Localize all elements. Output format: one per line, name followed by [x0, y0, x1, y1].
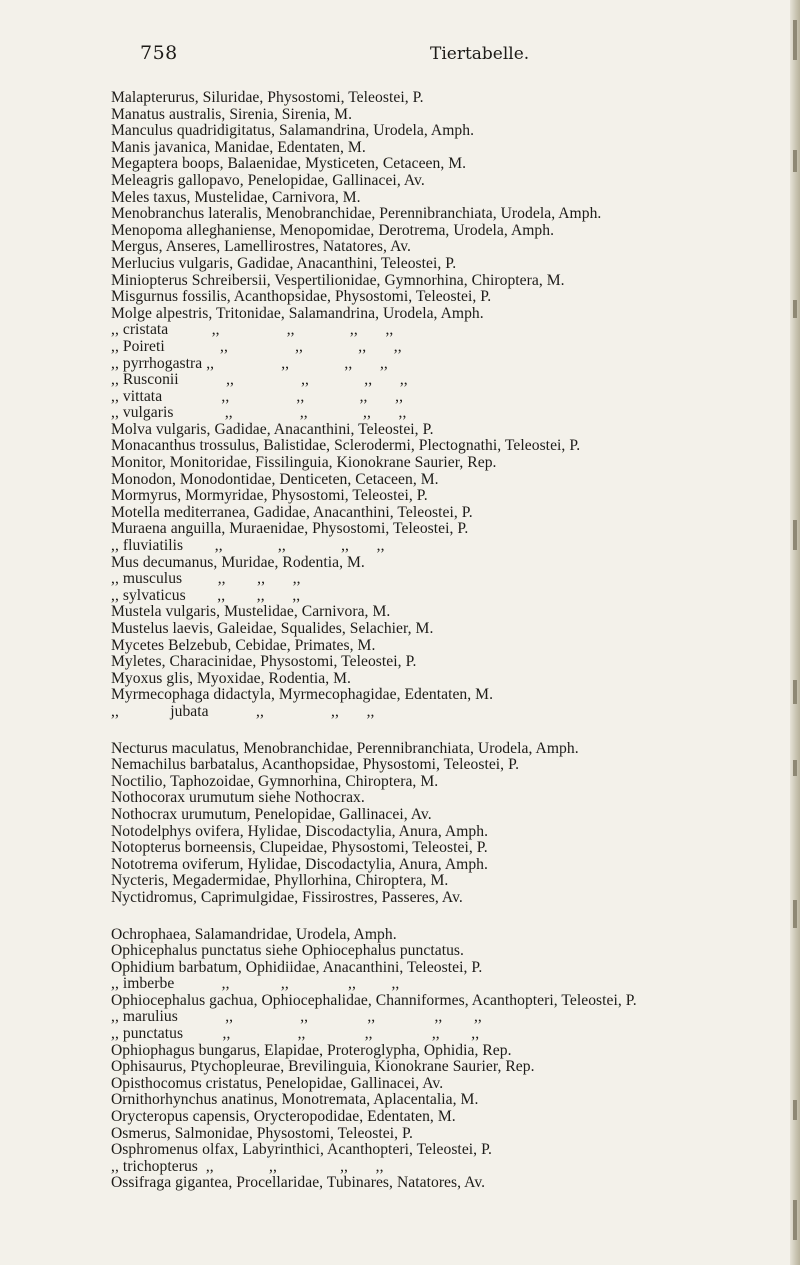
- classification: Ophidiidae, Anacanthini, Teleostei, P.: [241, 958, 483, 976]
- table-row: [111, 890, 796, 907]
- species-name: Molge alpestris,: [111, 304, 213, 322]
- animal-table-entries: [111, 90, 796, 1192]
- classification: ,, ,, ,, ,,: [174, 975, 400, 993]
- table-row: [111, 621, 796, 638]
- table-row: [111, 857, 796, 874]
- table-row: [111, 455, 796, 472]
- species-name: Monitor,: [111, 454, 166, 472]
- species-name: Notodelphys ovifera,: [111, 822, 244, 840]
- edge-mark: [793, 300, 797, 318]
- classification: Hylidae, Discodactylia, Anura, Amph.: [243, 822, 489, 840]
- species-name: Miniopterus Schreibersii,: [111, 271, 271, 289]
- classification: Tritonidae, Salamandrina, Urodela, Amph.: [212, 304, 484, 322]
- classification: Mormyridae, Physostomi, Teleostei, P.: [181, 487, 428, 505]
- classification: Penelopidae, Gallinacei, Av.: [262, 1074, 444, 1092]
- classification: Procellaridae, Tubinares, Natatores, Av.: [232, 1174, 486, 1192]
- table-row: [111, 107, 796, 124]
- table-row: [111, 356, 796, 373]
- classification: Elapidae, Proteroglypha, Ophidia, Rep.: [260, 1041, 512, 1059]
- edge-mark: [793, 760, 797, 776]
- table-row: [111, 588, 796, 605]
- species-name: Merlucius vulgaris,: [111, 254, 234, 272]
- classification: Myrmecophagidae, Edentaten, M.: [274, 686, 494, 704]
- species-name: ,, imberbe: [111, 975, 175, 993]
- species-name: Noctilio,: [111, 772, 167, 790]
- classification: Menobranchidae, Perennibranchiata, Urodela, Amph.: [239, 739, 579, 757]
- species-name: ,, musculus: [111, 570, 183, 588]
- table-row: [111, 741, 796, 758]
- table-row: [111, 1159, 796, 1176]
- species-name: Myoxus glis,: [111, 669, 194, 687]
- classification: ,, ,, ,,: [185, 586, 301, 604]
- classification: Galeidae, Squalides, Selachier, M.: [213, 620, 434, 637]
- species-name: Misgurnus fossilis,: [111, 288, 231, 306]
- species-name: Mustelus laevis,: [111, 620, 214, 637]
- species-name: Mormyrus,: [111, 487, 182, 505]
- table-row: [111, 405, 796, 422]
- table-row: [111, 604, 796, 621]
- species-name: Megaptera boops,: [111, 155, 224, 173]
- species-name: ,, punctatus: [111, 1025, 184, 1043]
- species-name: Ophiocephalus gachua,: [111, 991, 258, 1009]
- table-row: [111, 790, 796, 807]
- table-row: [111, 438, 796, 455]
- species-name: Ophiophagus bungarus,: [111, 1041, 261, 1059]
- species-name: Malapterurus,: [111, 89, 199, 106]
- running-title: Tiertabelle.: [430, 44, 530, 64]
- table-row: [111, 173, 796, 190]
- classification: Gadidae, Anacanthini, Teleostei, P.: [210, 420, 434, 438]
- classification: ,, ,, ,,: [208, 702, 375, 720]
- species-name: Monodon,: [111, 470, 176, 488]
- table-row: [111, 472, 796, 489]
- classification: Caprimulgidae, Fissirostres, Passeres, Av.: [196, 888, 463, 906]
- classification: Monitoridae, Fissilinguia, Kionokrane Saurier, Rep.: [165, 454, 497, 472]
- table-row: [111, 123, 796, 140]
- species-name: ,, sylvaticus: [111, 586, 186, 604]
- classification: Megadermidae, Phyllorhina, Chiroptera, M.: [168, 872, 449, 890]
- species-name: ,, trichopterus: [111, 1157, 198, 1175]
- classification: Ptychopleurae, Brevilinguia, Kionokrane Saurier, Rep.: [186, 1058, 535, 1076]
- species-name: Meles taxus,: [111, 188, 191, 206]
- table-row: [111, 289, 796, 306]
- page-edge: [790, 0, 800, 1265]
- species-name: Ornithorhynchus anatinus,: [111, 1091, 278, 1109]
- classification: Taphozoidae, Gymnorhina, Chiroptera, M.: [166, 772, 439, 790]
- table-row: [111, 339, 796, 356]
- table-row: [111, 156, 796, 173]
- classification: ,, ,, ,, ,, ,,: [177, 1008, 482, 1026]
- page-number: 758: [140, 42, 178, 64]
- edge-mark: [793, 1100, 797, 1120]
- species-name: ,, vittata: [111, 387, 163, 405]
- table-row: [111, 1142, 796, 1159]
- species-name: ,, Rusconii: [111, 371, 179, 389]
- table-row: [111, 1092, 796, 1109]
- table-row: [111, 927, 796, 944]
- species-name: Ophisaurus,: [111, 1058, 187, 1076]
- species-name: ,, cristata: [111, 321, 169, 339]
- table-row: [111, 372, 796, 389]
- table-row: [111, 571, 796, 588]
- species-name: Myletes,: [111, 653, 166, 671]
- classification: Mustelidae, Carnivora, M.: [220, 603, 391, 621]
- entry-group: [111, 741, 796, 907]
- classification: Salmonidae, Physostomi, Teleostei, P.: [170, 1124, 413, 1142]
- species-name: Mergus,: [111, 238, 163, 256]
- table-row: [111, 306, 796, 323]
- species-name: Manis javanica,: [111, 138, 211, 156]
- species-name: Muraena anguilla,: [111, 520, 226, 538]
- classification: Orycteropodidae, Edentaten, M.: [249, 1108, 456, 1126]
- species-name: Mus decumanus,: [111, 553, 218, 571]
- table-row: [111, 1076, 796, 1093]
- classification: Salamandridae, Urodela, Amph.: [190, 925, 397, 943]
- species-name: Menopoma alleghaniense,: [111, 221, 276, 239]
- table-row: [111, 807, 796, 824]
- species-name: Osmerus,: [111, 1124, 171, 1142]
- classification: siehe Nothocrax.: [254, 789, 365, 807]
- species-name: Nothocorax urumutum: [111, 789, 255, 807]
- species-name: Molva vulgaris,: [111, 420, 211, 438]
- table-row: [111, 190, 796, 207]
- classification: ,, ,, ,, ,,: [178, 371, 408, 389]
- classification: siehe Ophiocephalus punctatus.: [261, 942, 465, 960]
- classification: Monodontidae, Denticeten, Cetaceen, M.: [175, 470, 439, 488]
- species-name: Opisthocomus cristatus,: [111, 1074, 263, 1092]
- species-name: ,, Poireti: [111, 337, 165, 355]
- classification: ,, ,, ,, ,,: [173, 404, 407, 422]
- table-row: [111, 223, 796, 240]
- species-name: Notopterus borneensis,: [111, 839, 256, 857]
- table-row: [111, 505, 796, 522]
- table-row: [111, 687, 796, 704]
- edge-mark: [793, 680, 797, 704]
- classification: Myoxidae, Rodentia, M.: [193, 669, 351, 687]
- table-row: [111, 774, 796, 791]
- entry-group: [111, 927, 796, 1193]
- table-row: [111, 1043, 796, 1060]
- species-name: Menobranchus lateralis,: [111, 205, 262, 223]
- classification: Gadidae, Anacanthini, Teleostei, P.: [249, 503, 473, 521]
- species-name: Necturus maculatus,: [111, 739, 240, 757]
- classification: Ophiocephalidae, Channiformes, Acanthopteri, Teleostei, P.: [257, 991, 637, 1009]
- classification: Characinidae, Physostomi, Teleostei, P.: [165, 653, 417, 671]
- table-row: [111, 824, 796, 841]
- page-edge-marks: [793, 0, 797, 1265]
- classification: ,, ,, ,, ,,: [202, 354, 388, 372]
- table-row: [111, 976, 796, 993]
- table-row: [111, 239, 796, 256]
- table-row: [111, 273, 796, 290]
- species-name: Nyctidromus,: [111, 888, 197, 906]
- classification: Sirenia, Sirenia, M.: [225, 105, 353, 123]
- classification: Acanthopsidae, Physostomi, Teleostei, P.: [230, 288, 492, 306]
- table-row: [111, 322, 796, 339]
- classification: Balistidae, Sclerodermi, Plectognathi, Teleostei, P.: [259, 437, 581, 455]
- classification: Muridae, Rodentia, M.: [217, 553, 365, 571]
- classification: Mustelidae, Carnivora, M.: [190, 188, 361, 206]
- classification: Labyrinthici, Acanthopteri, Teleostei, P.: [238, 1141, 493, 1159]
- table-row: [111, 1126, 796, 1143]
- table-row: [111, 1026, 796, 1043]
- table-row: [111, 206, 796, 223]
- table-row: [111, 704, 796, 721]
- table-row: [111, 521, 796, 538]
- classification: ,, ,, ,,: [182, 570, 301, 588]
- species-name: Nototrema oviferum,: [111, 855, 244, 873]
- species-name: Ossifraga gigantea,: [111, 1174, 233, 1192]
- classification: Clupeidae, Physostomi, Teleostei, P.: [255, 839, 488, 857]
- table-row: [111, 757, 796, 774]
- species-name: ,, pyrrhogastra: [111, 354, 203, 372]
- classification: ,, ,, ,, ,,: [197, 1157, 384, 1175]
- entry-group: [111, 90, 796, 721]
- classification: Balaenidae, Mysticeten, Cetaceen, M.: [223, 155, 467, 173]
- table-row: [111, 840, 796, 857]
- table-row: [111, 1109, 796, 1126]
- table-row: [111, 555, 796, 572]
- classification: Manidae, Edentaten, M.: [210, 138, 366, 156]
- table-row: [111, 671, 796, 688]
- table-row: [111, 1175, 796, 1192]
- classification: Anseres, Lamellirostres, Natatores, Av.: [162, 238, 412, 256]
- species-name: Nothocrax urumutum,: [111, 805, 251, 823]
- table-row: [111, 140, 796, 157]
- table-row: [111, 389, 796, 406]
- table-row: [111, 1009, 796, 1026]
- classification: Menobranchidae, Perennibranchiata, Urodela, Amph.: [261, 205, 602, 223]
- table-row: [111, 90, 796, 107]
- species-name: Mycetes Belzebub,: [111, 636, 232, 654]
- species-name: Manatus australis,: [111, 105, 226, 123]
- classification: Penelopidae, Gallinacei, Av.: [250, 805, 432, 823]
- species-name: ,, vulgaris: [111, 404, 174, 422]
- edge-mark: [793, 20, 797, 60]
- classification: ,, ,, ,, ,,: [162, 387, 404, 405]
- classification: Acanthopsidae, Physostomi, Teleostei, P.: [258, 756, 520, 774]
- species-name: Osphromenus olfax,: [111, 1141, 239, 1159]
- species-name: Ophidium barbatum,: [111, 958, 242, 976]
- classification: ,, ,, ,, ,,: [164, 337, 402, 355]
- classification: Siluridae, Physostomi, Teleostei, P.: [198, 89, 424, 106]
- table-row: [111, 538, 796, 555]
- species-name: Myrmecophaga didactyla,: [111, 686, 275, 704]
- table-row: [111, 654, 796, 671]
- classification: ,, ,, ,, ,, ,,: [183, 1025, 480, 1043]
- species-name: Ochrophaea,: [111, 925, 191, 943]
- table-row: [111, 256, 796, 273]
- classification: Vespertilionidae, Gymnorhina, Chiroptera, M.: [270, 271, 565, 289]
- classification: ,, ,, ,, ,,: [168, 321, 394, 339]
- classification: Monotremata, Aplacentalia, M.: [277, 1091, 479, 1109]
- species-name: Motella mediterranea,: [111, 503, 250, 521]
- species-name: Meleagris gallopavo,: [111, 171, 244, 189]
- classification: Hylidae, Discodactylia, Anura, Amph.: [243, 855, 488, 873]
- species-name: Orycteropus capensis,: [111, 1108, 250, 1126]
- edge-mark: [793, 150, 797, 172]
- species-name: Monacanthus trossulus,: [111, 437, 260, 455]
- classification: Salamandrina, Urodela, Amph.: [275, 122, 475, 140]
- edge-mark: [793, 1200, 797, 1240]
- table-row: [111, 873, 796, 890]
- species-name: Nycteris,: [111, 872, 169, 890]
- classification: Penelopidae, Gallinacei, Av.: [243, 171, 425, 189]
- table-row: [111, 488, 796, 505]
- species-name: ,, jubata: [111, 702, 209, 720]
- table-row: [111, 1059, 796, 1076]
- edge-mark: [793, 520, 797, 550]
- species-name: ,, fluviatilis: [111, 537, 184, 555]
- classification: Menopomidae, Derotrema, Urodela, Amph.: [275, 221, 555, 239]
- edge-mark: [793, 900, 797, 928]
- species-name: ,, marulius: [111, 1008, 178, 1026]
- species-name: Ophicephalus punctatus: [111, 942, 262, 960]
- table-row: [111, 993, 796, 1010]
- table-row: [111, 943, 796, 960]
- table-row: [111, 960, 796, 977]
- table-row: [111, 638, 796, 655]
- classification: Muraenidae, Physostomi, Teleostei, P.: [225, 520, 469, 538]
- page-header: [140, 42, 700, 70]
- classification: Cebidae, Primates, M.: [231, 636, 376, 654]
- species-name: Nemachilus barbatalus,: [111, 756, 259, 774]
- species-name: Mustela vulgaris,: [111, 603, 221, 621]
- classification: ,, ,, ,, ,,: [183, 537, 385, 555]
- classification: Gadidae, Anacanthini, Teleostei, P.: [233, 254, 457, 272]
- species-name: Manculus quadridigitatus,: [111, 122, 276, 140]
- table-row: [111, 422, 796, 439]
